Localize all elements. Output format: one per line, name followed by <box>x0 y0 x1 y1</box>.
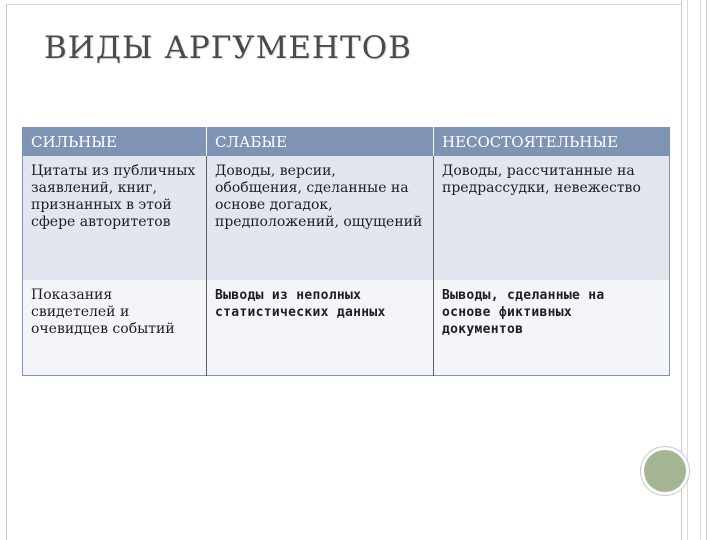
table-header-row <box>23 128 670 157</box>
slide-title: ВИДЫ АРГУМЕНТОВ <box>44 30 412 66</box>
arguments-table-wrap <box>22 127 670 376</box>
cell-untenable-2: Выводы, сделанные на основе фиктивных документов <box>434 280 670 375</box>
header-strong: СИЛЬНЫЕ <box>23 128 207 157</box>
header-weak: СЛАБЫЕ <box>207 128 434 157</box>
arguments-table <box>22 127 670 376</box>
cell-weak-2: Выводы из неполных статистических данных <box>207 280 434 375</box>
decorative-circle <box>641 447 689 495</box>
table-row <box>23 280 670 375</box>
header-untenable: НЕСОСТОЯТЕЛЬНЫЕ <box>434 128 670 157</box>
decorative-side-bar-inner <box>687 0 701 540</box>
cell-strong-1: Цитаты из публичных заявлений, книг, признанных в этой сфере авторитетов <box>23 156 207 280</box>
cell-weak-1: Доводы, версии, обобщения, сделанные на основе догадок, предположений, ощущений <box>207 156 434 280</box>
cell-untenable-1: Доводы, рассчитанные на предрассудки, невежество <box>434 156 670 280</box>
table-row <box>23 156 670 280</box>
cell-strong-2: Показания свидетелей и очевидцев событий <box>23 280 207 375</box>
